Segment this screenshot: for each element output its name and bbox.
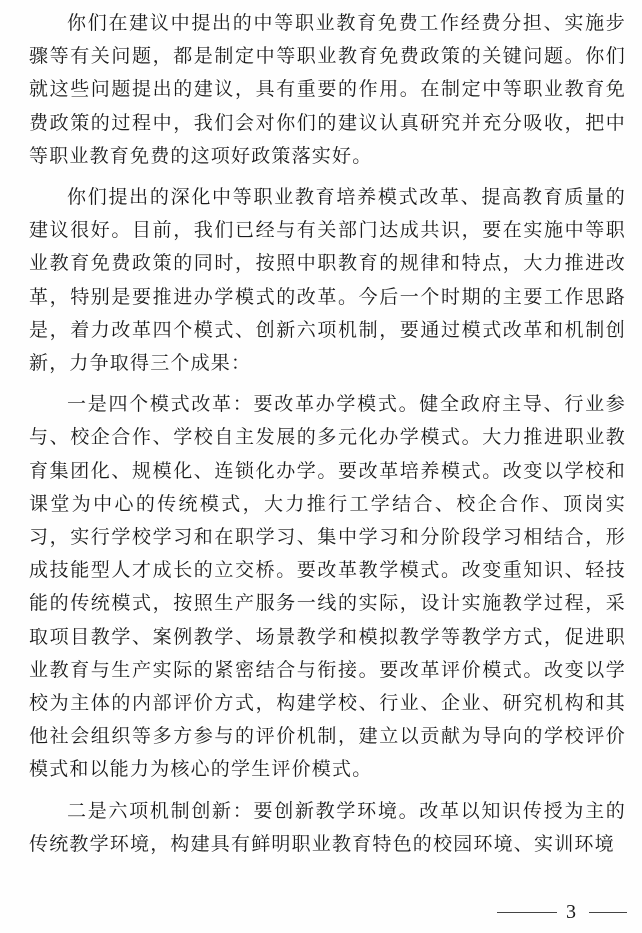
footer-rule-right	[589, 912, 627, 913]
paragraph-2: 你们提出的深化中等职业教育培养模式改革、提高教育质量的建议很好。目前，我们已经与有关部门达成共识，要在实施中等职业教育免费政策的同时，按照中职教育的规律和特点，大力推进改革，特别是要推进办学模式的改革。今后一个时期的主要工作思路是，着力改革四个模式、创新六项机制，要通过模式改革和机制创新，力争取得三个成果：	[29, 186, 626, 375]
footer-rule-left	[497, 912, 557, 913]
page-number: 3	[566, 901, 576, 923]
document-body	[29, 7, 626, 869]
paragraph-4: 二是六项机制创新：要创新教学环境。改革以知识传授为主的传统教学环境，构建具有鲜明职业教育特色的校园环境、实训环境	[29, 799, 626, 855]
paragraph-3: 一是四个模式改革：要改革办学模式。健全政府主导、行业参与、校企合作、学校自主发展的多元化办学模式。大力推进职业教育集团化、规模化、连锁化办学。要改革培养模式。改变以学校和课堂为中心的传统模式，大力推行工学结合、校企合作、顶岗实习，实行学校学习和在职学习、集中学习和分阶段学习相结合，形成技能型人才成长的立交桥。要改革教学模式。改变重知识、轻技能的传统模式，按照生产服务一线的实际，设计实施教学过程，采取项目教学、案例教学、场景教学和模拟教学等教学方式，促进职业教育与生产实际的紧密结合与衔接。要改革评价模式。改变以学校为主体的内部评价方式，构建学校、行业、企业、研究机构和其他社会组织等多方参与的评价机制，建立以贡献为导向的学校评价模式和以能力为核心的学生评价模式。	[29, 393, 626, 781]
page-footer	[29, 900, 628, 924]
paragraph-1: 你们在建议中提出的中等职业教育免费工作经费分担、实施步骤等有关问题，都是制定中等职业教育免费政策的关键问题。你们就这些问题提出的建议，具有重要的作用。在制定中等职业教育免费政策的过程中，我们会对你们的建议认真研究并充分吸收，把中等职业教育免费的这项好政策落实好。	[29, 12, 626, 167]
